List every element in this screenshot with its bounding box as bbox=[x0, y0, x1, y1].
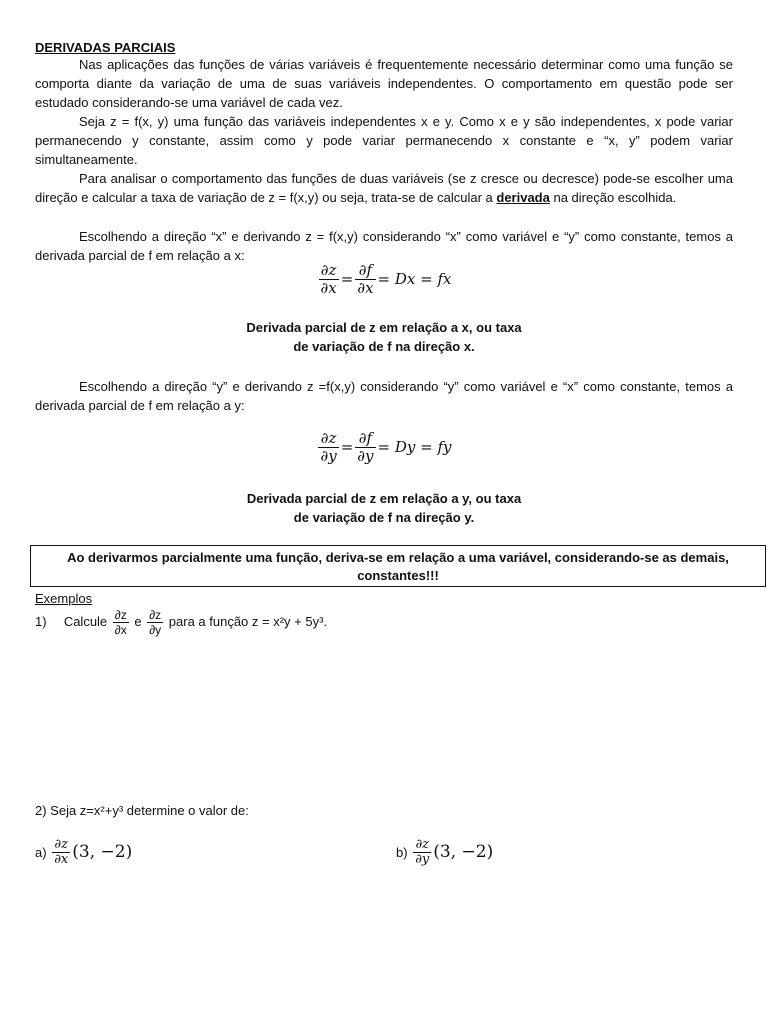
example-1 bbox=[35, 608, 733, 637]
paragraph-definition: Seja z = f(x, y) uma função das variáveis independentes x e y. Como x e y são independentes, x pode variar permanecendo y constante, assim como y pode variar permanecendo x constante e “x, y” podem variar simultaneamente. bbox=[35, 114, 733, 167]
fraction-numerator: ∂z bbox=[52, 838, 70, 853]
fraction-numerator: ∂f bbox=[355, 430, 375, 448]
fraction-denominator: ∂x bbox=[320, 279, 337, 297]
fraction-numerator: ∂z bbox=[413, 838, 431, 853]
fraction-dz-dx bbox=[319, 262, 339, 297]
caption-partial-y bbox=[35, 489, 733, 527]
fraction-df-dy bbox=[355, 430, 375, 465]
fraction-denominator: ∂y bbox=[357, 447, 374, 465]
fraction-dz-dx bbox=[113, 608, 129, 637]
fraction-denominator: ∂x bbox=[357, 279, 374, 297]
fraction-denominator: ∂y bbox=[320, 447, 337, 465]
analysis-keyword-derivada: derivada bbox=[496, 190, 550, 205]
highlight-box: Ao derivarmos parcialmente uma função, deriva-se em relação a uma variável, considerando-se as demais, constantes!!! bbox=[30, 545, 766, 587]
caption-line-1: Derivada parcial de z em relação a x, ou taxa bbox=[246, 320, 522, 335]
item-a-label: a) bbox=[35, 845, 47, 860]
item-b-label: b) bbox=[396, 845, 408, 860]
example-2-item-b bbox=[396, 838, 493, 867]
paragraph-analysis bbox=[35, 169, 733, 207]
equation-partial-y bbox=[0, 430, 768, 465]
fraction-denominator: ∂y bbox=[415, 852, 430, 867]
fraction-denominator: ∂y bbox=[149, 623, 162, 637]
example-2-item-a bbox=[35, 838, 132, 867]
paragraph-intro: Nas aplicações das funções de várias variáveis é frequentemente necessário determinar como uma função se comporta diante da variação de uma de suas variáveis independentes. O comportamento em questão pode ser estudado considerando-se uma variável de cada vez. bbox=[35, 57, 733, 110]
examples-heading bbox=[35, 589, 733, 608]
fraction-denominator: ∂x bbox=[114, 623, 127, 637]
paragraph-direction-x: Escolhendo a direção “x” e derivando z = f(x,y) considerando “x” como variável e “y” como constante, temos a derivada parcial de f em relação a x: bbox=[35, 229, 733, 263]
examples-heading-text: Exemplos bbox=[35, 591, 93, 606]
fraction-numerator: ∂f bbox=[355, 262, 375, 280]
item-b-point: (3, −2) bbox=[433, 842, 494, 862]
paragraph-direction-y: Escolhendo a direção “y” e derivando z =f(x,y) considerando “y” como variável e “x” como constante, temos a derivada parcial de f em relação a y: bbox=[35, 379, 733, 413]
caption-line-2: de variação de f na direção y. bbox=[293, 510, 475, 525]
fraction-dz-dy bbox=[413, 838, 431, 867]
example-1-number: 1) bbox=[35, 613, 47, 629]
item-a-point: (3, −2) bbox=[72, 842, 133, 862]
fraction-denominator: ∂x bbox=[54, 852, 69, 867]
analysis-text-c: na direção escolhida. bbox=[549, 190, 677, 205]
fraction-numerator: ∂z bbox=[318, 430, 338, 448]
caption-partial-x bbox=[35, 318, 733, 356]
example-2-statement: 2) Seja z=x²+y³ determine o valor de: bbox=[35, 803, 249, 818]
equation-rest: = Dx = fx bbox=[377, 270, 452, 288]
example-1-calc-label: Calcule bbox=[63, 613, 108, 629]
fraction-numerator: ∂z bbox=[114, 608, 127, 622]
caption-line-2: de variação de f na direção x. bbox=[293, 339, 475, 354]
example-1-and: e bbox=[134, 613, 142, 629]
equation-partial-x bbox=[0, 262, 768, 297]
fraction-dz-dx bbox=[52, 838, 70, 867]
equation-rest: = Dy = fy bbox=[377, 438, 452, 456]
example-1-function: para a função z = x²y + 5y³. bbox=[168, 613, 328, 629]
analysis-text-a: Para analisar o comportamento das funções de duas variáveis (se z cresce ou decresce) pode-se escolher uma direção e calcular a taxa de variação de z = f(x,y) ou seja, trata-se de calcular a bbox=[35, 171, 733, 205]
equals-sign: = bbox=[340, 438, 354, 456]
fraction-dz-dy bbox=[147, 608, 163, 637]
fraction-df-dx bbox=[355, 262, 375, 297]
equals-sign: = bbox=[340, 270, 354, 288]
caption-line-1: Derivada parcial de z em relação a y, ou taxa bbox=[246, 491, 522, 506]
fraction-dz-dy bbox=[318, 430, 338, 465]
fraction-numerator: ∂z bbox=[149, 608, 162, 622]
title-text: DERIVADAS PARCIAIS bbox=[35, 40, 176, 55]
fraction-numerator: ∂z bbox=[319, 262, 339, 280]
